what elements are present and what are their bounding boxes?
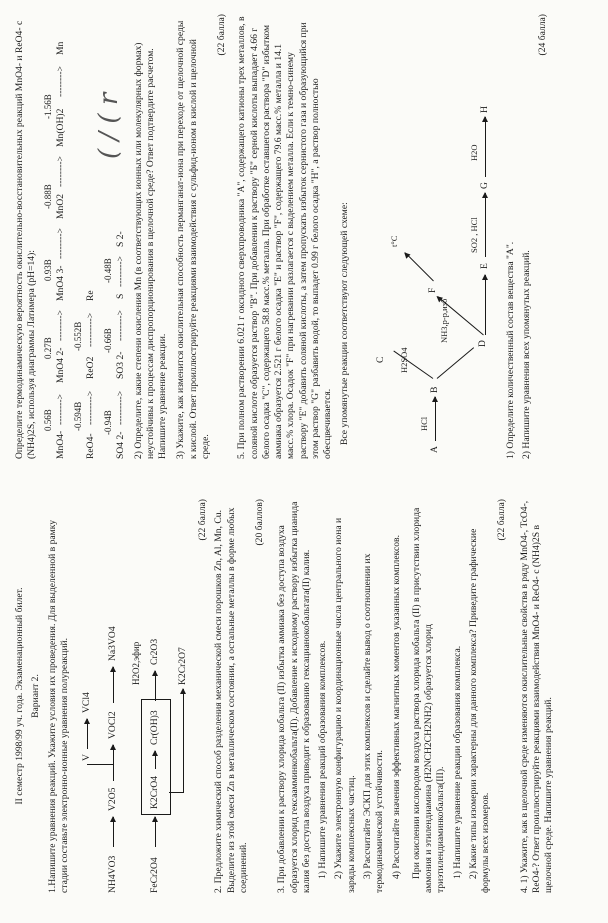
lat-re-e1: -0.594В xyxy=(72,401,83,431)
scheme-b: B xyxy=(428,386,440,393)
lat-s-s2: SO3 2- xyxy=(114,351,126,379)
task5-tail: Все упомянутые реакции соответствуют следующей схеме: xyxy=(338,202,350,445)
latimer-mn: 0.56В 0.27В 0.93В -0.88В -1.56В MnO4- --------> MnO4 2- --------> MnO4 3- --------> MnO2 --------> Mn(OH)2 --------> Mn xyxy=(42,41,66,459)
chain-cr2o3: Cr2O3 xyxy=(149,638,161,665)
scheme-h: H xyxy=(478,106,490,113)
scheme-h2o: H2O xyxy=(468,144,479,161)
lat-s-s3: S xyxy=(114,293,126,299)
lat-mn-e2: 0.27В xyxy=(42,337,53,359)
lat-mn-s4: MnO2 xyxy=(54,193,66,219)
task1-score: (22 балла) xyxy=(197,499,209,541)
task3-item-4: 4) Рассчитайте значения эффективных магнитных моментов указанных комплексов. xyxy=(390,535,402,879)
lat-s-e3: -0.48В xyxy=(102,258,113,283)
chain-k2cro4: K2CrO4 xyxy=(149,775,161,809)
lat-mn-e4: -0.88В xyxy=(42,184,53,209)
scheme-g: G xyxy=(478,182,490,189)
scheme-h2so4: H2SO4 xyxy=(398,347,409,373)
task3-item-3: 3) Рассчитайте ЭСКП для этих комплексов и сделайте вывод о соотношении их термодинамической устойчивости. xyxy=(361,553,386,893)
lat-s-s4: S 2- xyxy=(114,231,126,247)
scheme-so2hcl: SO2 , HCl xyxy=(468,217,479,253)
task4-text: 4. 1) Укажите, как в щелочной среде изменяются окислительные свойства в ряду MnO4-, TcO4-, ReO4-? Ответ проиллюстрируйте реакциями взаимодействия MnO4- и ReO4- с (NH4)2S в щелочной среде. Напишите уравнения реакций. xyxy=(518,500,555,893)
lat-mn-e1: 0.56В xyxy=(42,409,53,431)
scheme-d: D xyxy=(476,340,488,347)
task1-chain-chromium xyxy=(133,499,193,893)
task3-intro: 3. При добавлении к раствору хлорида кобальта (II) избытка аммиака без доступа воздуха образуется хлорид гексаамминкобальта(II). Добавление к исходному раствору избытка цианида калия без доступа воздуха приводит к образованию гексацианокобальтата(II) калия. xyxy=(276,501,312,893)
scheme-nh3: NH3,р-р,изб xyxy=(438,298,449,343)
chain-na3vo4: Na3VO4 xyxy=(107,626,119,661)
lat-s-e2: -0.66В xyxy=(102,328,113,353)
latimer-s: -0.94В -0.66В -0.48В SO4 2- ---------> SO3 2- --------> S --------> S 2- ( / ( r xyxy=(93,76,126,459)
scheme-a: A xyxy=(428,446,440,453)
task2-score: (20 баллов) xyxy=(254,499,266,546)
task1-text: 1.Напишите уравнения реакций. Укажите условия их проведения. Для выделенной в рамку стадии составьте электронно-ионные уравнения полуреакций. xyxy=(46,519,70,893)
right-q2: 2) Определите, какие степени окисления Mn (в соответствующих ионных или молекулярных формах) неустойчивы к процессам диспропорционирования в щелочной среде? Ответ подтвердите расчетом. Напишите уравнение реакции. xyxy=(132,42,169,459)
lat-mn-s5: Mn(OH)2 xyxy=(54,108,66,147)
chain-k2cr2o7: K2Cr2O7 xyxy=(177,647,189,685)
right-q3-score: (22 балла) xyxy=(216,14,228,56)
lat-re-e2: -0.552В xyxy=(72,321,83,351)
lat-re-s1: ReO4- xyxy=(84,433,96,459)
chain-v2o5: V2O5 xyxy=(107,787,119,811)
chain-fecr2o4: FeCr2O4 xyxy=(149,857,161,893)
lat-mn-s3: MnO4 3- xyxy=(54,265,66,301)
lat-re-s2: ReO2 xyxy=(84,356,96,379)
scheme-hcl: HCl xyxy=(418,416,429,431)
chain-v: V xyxy=(81,754,93,761)
scheme-t: t°C xyxy=(388,235,399,247)
lat-s-s1: SO4 2- xyxy=(114,431,126,459)
lat-mn-e5: -1.56В xyxy=(42,94,53,119)
task1-chain-vanadium xyxy=(75,499,129,893)
lat-re-s3: Re xyxy=(84,290,96,301)
chain-vocl2: VOCl2 xyxy=(107,711,119,739)
lat-mn-s1: MnO4- xyxy=(54,430,66,459)
task3-part2-intro: При окислении кислородом воздуха раствора хлорида кобальта (II) в присутствии хлорида аммония и этилендиамина (H2NCH2CH2NH2) образуется хлорид триэтилендиаминкобальта(III). xyxy=(410,507,447,893)
right-q3: 3) Укажите, как изменится окислительная способность перманганат-иона при переходе от щелочной среды к кислой. Ответ проиллюстрируйте реакциями взаимодействия с сульфид-ионом в кислой и щелочной среде. xyxy=(175,20,211,459)
task5-score: (24 балла) xyxy=(537,14,549,56)
chain-croh3: Cr(OH)3 xyxy=(149,710,161,745)
lat-mn-s2: MnO4 2- xyxy=(54,347,66,383)
handwritten-scribble: ( / ( r xyxy=(93,76,124,159)
task5-q2: 2) Напишите уравнения всех упомянутых реакций. xyxy=(521,250,533,459)
task3-item-2: 2) Укажите электронную конфигурацию и координационные числа центрального иона и заряды комплексных частиц. xyxy=(333,517,357,893)
latimer-re: -0.594В -0.552В ReO4- ---------> ReO2 ---------> Re xyxy=(72,290,96,459)
task2-text: 2. Предложите химический способ разделения механической смеси порошков Zn, Al, Mn, Cu. Выделите из этой смеси Zn в металлическом состоянии, а остальные металлы в форме любых соединений. xyxy=(213,507,249,893)
scheme-c: C xyxy=(374,356,386,363)
chain-h2o2-ether: H2O2,эфир xyxy=(131,641,142,685)
lat-mn-e3: 0.93В xyxy=(42,259,53,281)
exam-title: II семестр 1998/99 уч. года. Экзаменационный билет. xyxy=(14,587,25,805)
variant-label: Вариант 2. xyxy=(30,674,42,718)
task5-q1: 1) Определите количественный состав вещества "A". xyxy=(504,241,516,459)
task5-text: 5. При полном растворении 6.021 г оксидного сверхпроводника "A", содержащего катионы трех металлов, в соляной кислоте образуется раствор "B". При добавлении к раствору "Б" серной кислоты выпадает 4.66 г белого осадка "C", содержащего 58.8 масс.% металла. При обработке оставшегося раствора "D" избытком аммиака образуется 2.521 г белого осадка "E" и раствор "F", содержащего 79.6 масс.% металла и 14.1 масс.% хлора. Осадок "F" при нагревании разлагается с выделением металла. Если к темно-синему раствору "E" добавить соляной кислоты, а затем пропускать избыток сернистого газа и образующийся при этом раствор "G" разбавить водой, то выпадет 0.99 г белого осадка "H", а раствор полностью обесцвечивается. xyxy=(236,16,334,459)
task3-score: (22 балла) xyxy=(496,499,508,541)
task3-part2-item-2: 2) Какие типы изомерии характерны для данного комплекса? Приведите графические формулы всех изомеров. xyxy=(467,528,492,893)
task3-item-1: 1) Напишите уравнения реакций образования комплексов. xyxy=(317,640,329,879)
scheme-f: F xyxy=(426,287,438,293)
scheme-e: E xyxy=(478,263,490,269)
lat-mn-s6: Mn xyxy=(54,41,66,55)
task5-scheme xyxy=(355,14,505,459)
left-column xyxy=(0,483,608,923)
lat-s-e1: -0.94В xyxy=(102,410,113,435)
task3-part2-item-1: 1) Напишите уравнение реакции образования комплекса. xyxy=(451,645,463,879)
chain-vcl4: VCl4 xyxy=(81,692,93,713)
latimer-intro: Определите термодинамическую вероятность окислительно-восстановительных реакций MnO4- и ReO4- с (NH4)2S, используя диаграммы Латимера (pH=14): xyxy=(14,20,38,459)
chain-nh4vo3: NH4VO3 xyxy=(107,855,119,893)
